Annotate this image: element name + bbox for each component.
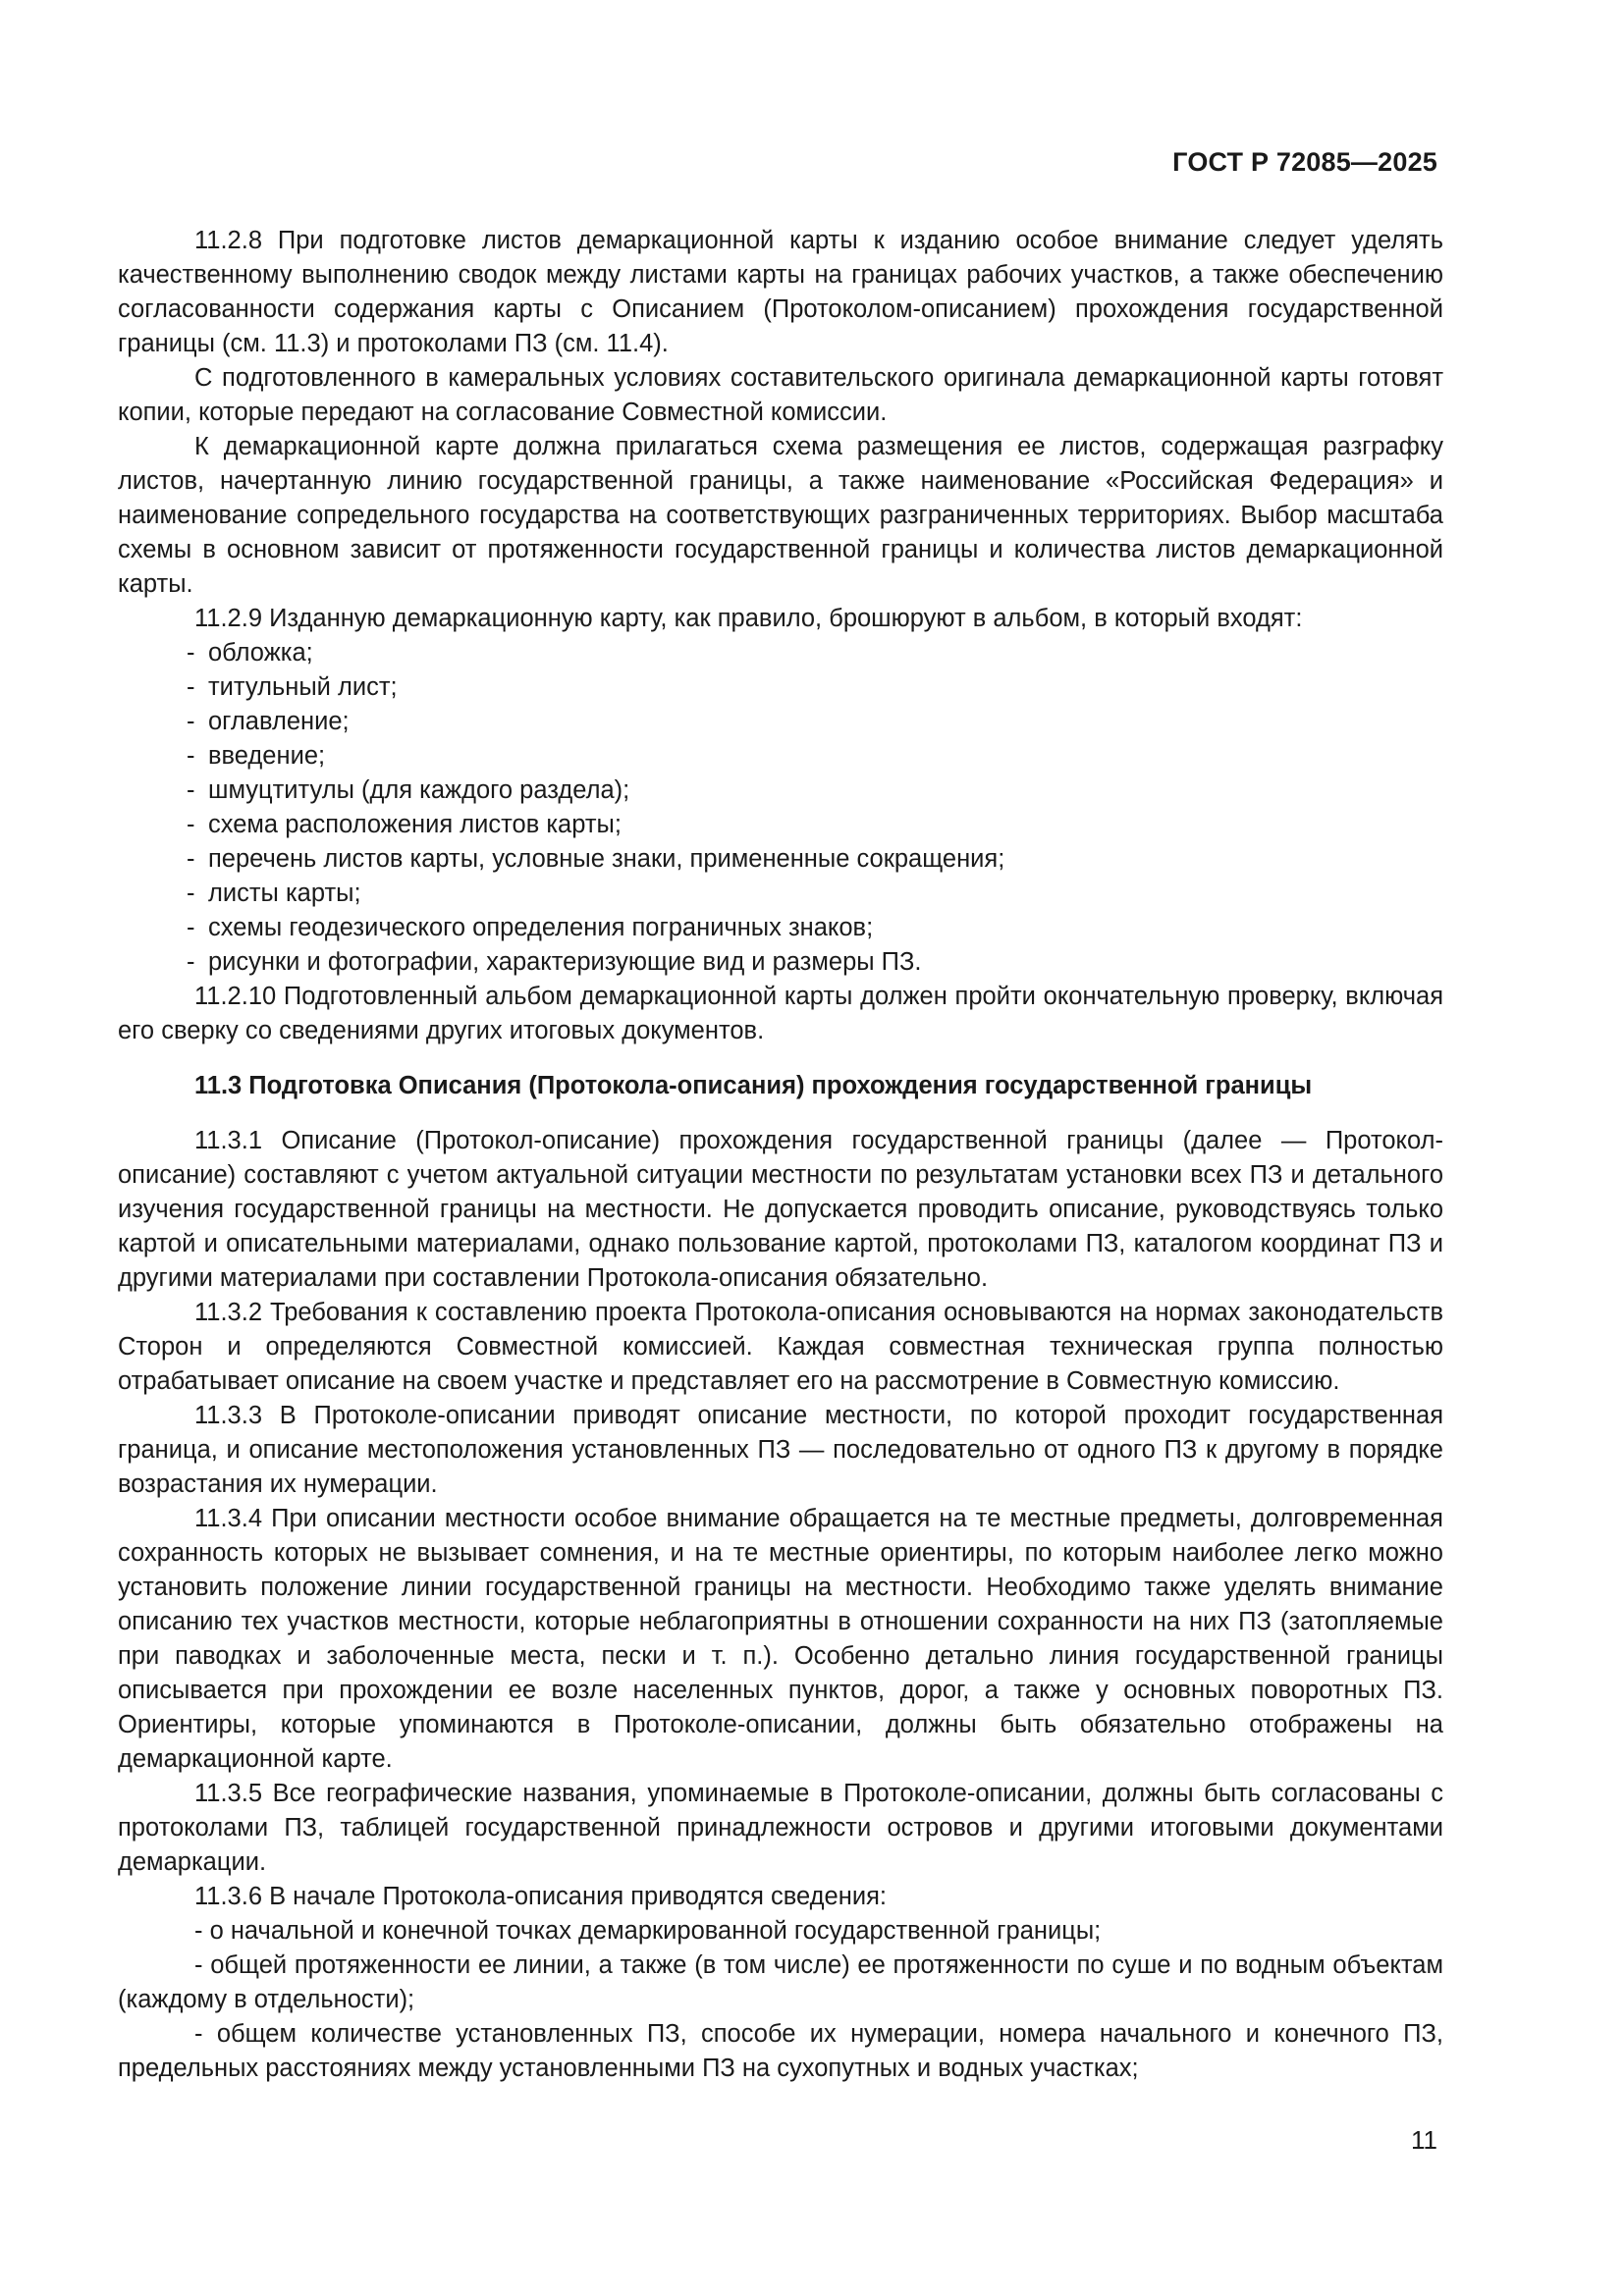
list-bullet: - — [187, 914, 195, 941]
list-item — [118, 774, 1443, 808]
paragraph: - о начальной и конечной точках демаркированной государственной границы; — [194, 1917, 1102, 1945]
paragraph: - общем количестве установленных ПЗ, способе их нумерации, номера начального и конечного ПЗ, предельных расстояниях между установленными ПЗ на сухопутных и водных участках; — [118, 2020, 1443, 2082]
paragraph: 11.2.9 Изданную демаркационную карту, как правило, брошюруют в альбом, в который входят: — [194, 605, 1303, 632]
list-bullet: - — [187, 776, 195, 804]
paragraph: 11.3.4 При описании местности особое внимание обращается на те местные предметы, долговременная сохранность которых не вызывает сомнения, и на те местные ориентиры, по которым наиболее легко можно установить положение линии государственной границы на местности. Необходимо также уделять внимание описанию тех участков местности, которые неблагоприятны в отношении сохранности на них ПЗ (затопляемые при паводках и заболоченные места, пески и т. п.). Особенно детально линия государственной границы описывается при прохождении ее возле населенных пунктов, дорог, а также у основных поворотных ПЗ. Ориентиры, которые упоминаются в Протоколе-описании, должны быть обязательно отображены на демаркационной карте. — [118, 1505, 1443, 1773]
list-bullet: - — [187, 639, 195, 667]
list-item-text: введение; — [208, 742, 326, 770]
list-item-text: перечень листов карты, условные знаки, примененные сокращения; — [208, 845, 1005, 873]
list-bullet: - — [187, 811, 195, 838]
list-item — [118, 808, 1443, 842]
list-item — [118, 842, 1443, 877]
paragraph: 11.3.5 Все географические названия, упоминаемые в Протоколе-описании, должны быть согласованы с протоколами ПЗ, таблицей государственной принадлежности островов и другими итоговыми документами демаркации. — [118, 1780, 1443, 1876]
paragraph: К демаркационной карте должна прилагаться схема размещения ее листов, содержащая разграфку листов, начертанную линию государственной границы, а также наименование «Российская Федерация» и наименование сопредельного государства на соответствующих разграниченных территориях. Выбор масштаба схемы в основном зависит от протяженности государственной границы и количества листов демаркационной карты. — [118, 433, 1443, 598]
list-item — [118, 636, 1443, 670]
paragraph: С подготовленного в камеральных условиях составительского оригинала демаркационной карты готовят копии, которые передают на согласование Совместной комиссии. — [118, 364, 1443, 426]
document-id: ГОСТ Р 72085—2025 — [1172, 147, 1437, 177]
list-bullet: - — [187, 673, 195, 701]
list-item — [118, 670, 1443, 705]
document-body — [118, 224, 1443, 2086]
list-item-text: рисунки и фотографии, характеризующие вид и размеры ПЗ. — [208, 948, 922, 976]
list-item-text: шмуцтитулы (для каждого раздела); — [208, 776, 630, 804]
list-bullet: - — [187, 880, 195, 907]
list-item — [118, 739, 1443, 774]
paragraph: 11.2.10 Подготовленный альбом демаркационной карты должен пройти окончательную проверку, включая его сверку со сведениями других итоговых документов. — [118, 983, 1443, 1044]
list-item — [118, 911, 1443, 945]
list-item-text: оглавление; — [208, 708, 350, 735]
paragraph: - общей протяженности ее линии, а также (в том числе) ее протяженности по суше и по водным объектам (каждому в отдельности); — [118, 1951, 1443, 2013]
list-item-text: схемы геодезического определения пограничных знаков; — [208, 914, 874, 941]
paragraph: 11.3.1 Описание (Протокол-описание) прохождения государственной границы (далее — Протокол-описание) составляют с учетом актуальной ситуации местности по результатам установки всех ПЗ и детального изучения государственной границы на местности. Не допускается проводить описание, руководствуясь только картой и описательными материалами, однако пользование картой, протоколами ПЗ, каталогом координат ПЗ и другими материалами при составлении Протокола-описания обязательно. — [118, 1127, 1443, 1292]
list-item-text: обложка; — [208, 639, 313, 667]
list-bullet: - — [187, 708, 195, 735]
paragraph: 11.2.8 При подготовке листов демаркационной карты к изданию особое внимание следует уделять качественному выполнению сводок между листами карты на границах рабочих участков, а также обеспечению согласованности содержания карты с Описанием (Протоколом-описанием) прохождения государственной границы (см. 11.3) и протоколами ПЗ (см. 11.4). — [118, 227, 1443, 357]
paragraph: 11.3.2 Требования к составлению проекта Протокола-описания основываются на нормах законодательств Сторон и определяются Совместной комиссией. Каждая совместная техническая группа полностью отрабатывает описание на своем участке и представляет его на рассмотрение в Совместную комиссию. — [118, 1299, 1443, 1395]
list-bullet: - — [187, 742, 195, 770]
list-item-text: схема расположения листов карты; — [208, 811, 622, 838]
paragraph: 11.3.6 В начале Протокола-описания приводятся сведения: — [194, 1883, 887, 1910]
list-item-text: титульный лист; — [208, 673, 398, 701]
list-item — [118, 877, 1443, 911]
list-bullet: - — [187, 845, 195, 873]
paragraph: 11.3.3 В Протоколе-описании приводят описание местности, по которой проходит государственная граница, и описание местоположения установленных ПЗ — последовательно от одного ПЗ к другому в порядке возрастания их нумерации. — [118, 1402, 1443, 1498]
page-number: 11 — [1411, 2125, 1437, 2155]
list-item — [118, 945, 1443, 980]
list-bullet: - — [187, 948, 195, 976]
list-item-text: листы карты; — [208, 880, 361, 907]
list-item — [118, 705, 1443, 739]
section-heading: 11.3 Подготовка Описания (Протокола-описания) прохождения государственной границы — [194, 1072, 1313, 1099]
